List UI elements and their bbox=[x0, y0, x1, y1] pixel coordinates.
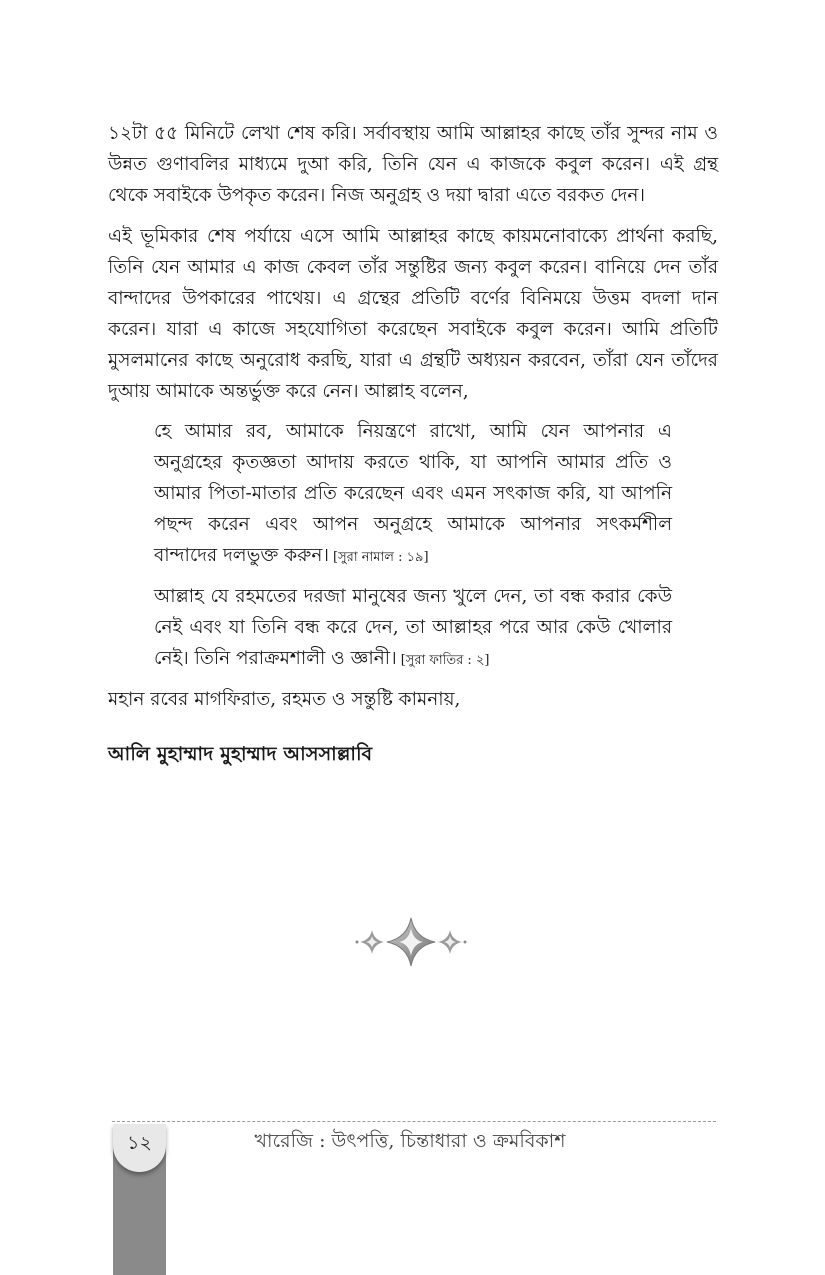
sparkle-ornament-icon bbox=[355, 916, 467, 968]
quran-quote-2 bbox=[154, 581, 672, 676]
body-paragraph-2 bbox=[108, 221, 718, 407]
closing-paragraph bbox=[108, 684, 718, 715]
quran-quote-1 bbox=[154, 416, 672, 573]
author-signature: আলি মুহাম্মাদ মুহাম্মাদ আসসাল্লাবি bbox=[108, 743, 373, 765]
running-title: খারেজি : উৎপত্তি, চিন্তাধারা ও ক্রমবিকাশ bbox=[254, 1130, 566, 1152]
closing-line: মহান রবের মাগফিরাত, রহমত ও সন্তুষ্টি কামনায়, bbox=[108, 689, 461, 710]
quote-1-text: হে আমার রব, আমাকে নিয়ন্ত্রণে রাখো, আমি যেন আপনার এ অনুগ্রহের কৃতজ্ঞতা আদায় করতে থাকি, যা আপনি আমার প্রতি ও আমার পিতা-মাতার প্রতি করেছেন এবং এমন সৎকাজ করি, যা আপনি পছন্দ করেন এবং আপন অনুগ্রহে আমাকে আপনার সৎকর্মশীল বান্দাদের দলভুক্ত করুন। bbox=[154, 421, 672, 566]
quote-1-citation: [সুরা নামাল : ১৯] bbox=[333, 550, 429, 565]
body-paragraph-1 bbox=[108, 118, 718, 211]
footer-divider bbox=[112, 1121, 716, 1122]
page-number: ১২ bbox=[127, 1132, 152, 1154]
quote-2-citation: [সুরা ফাতির : ২] bbox=[400, 653, 490, 668]
quote-2-text: আল্লাহ যে রহমতের দরজা মানুষের জন্য খুলে দেন, তা বন্ধ করার কেউ নেই এবং যা তিনি বন্ধ করে দেন, তা আল্লাহর পরে আর কেউ খোলার নেই। তিনি পরাক্রমশালী ও জ্ঞানী। bbox=[154, 586, 672, 669]
paragraph-2-text: এই ভূমিকার শেষ পর্যায়ে এসে আমি আল্লাহর কাছে কায়মনোবাক্যে প্রার্থনা করছি, তিনি যেন আমার এ কাজ কেবল তাঁর সন্তুষ্টির জন্য কবুল করেন। বানিয়ে দেন তাঁর বান্দাদের উপকারের পাথেয়। এ গ্রন্থের প্রতিটি বর্ণের বিনিময়ে উত্তম বদলা দান করেন। যারা এ কাজে সহযোগিতা করেছেন সবাইকে কবুল করেন। আমি প্রতিটি মুসলমানের কাছে অনুরোধ করছি, যারা এ গ্রন্থটি অধ্যয়ন করবেন, তাঁরা যেন তাঁদের দুআয় আমাকে অন্তর্ভুক্ত করে নেন। আল্লাহ বলেন, bbox=[108, 226, 718, 402]
paragraph-1-text: ১২টা ৫৫ মিনিটে লেখা শেষ করি। সর্বাবস্থায় আমি আল্লাহর কাছে তাঁর সুন্দর নাম ও উন্নত গুণাবলির মাধ্যমে দুআ করি, তিনি যেন এ কাজকে কবুল করেন। এই গ্রন্থ থেকে সবাইকে উপকৃত করেন। নিজ অনুগ্রহ ও দয়া দ্বারা এতে বরকত দেন। bbox=[108, 123, 718, 206]
